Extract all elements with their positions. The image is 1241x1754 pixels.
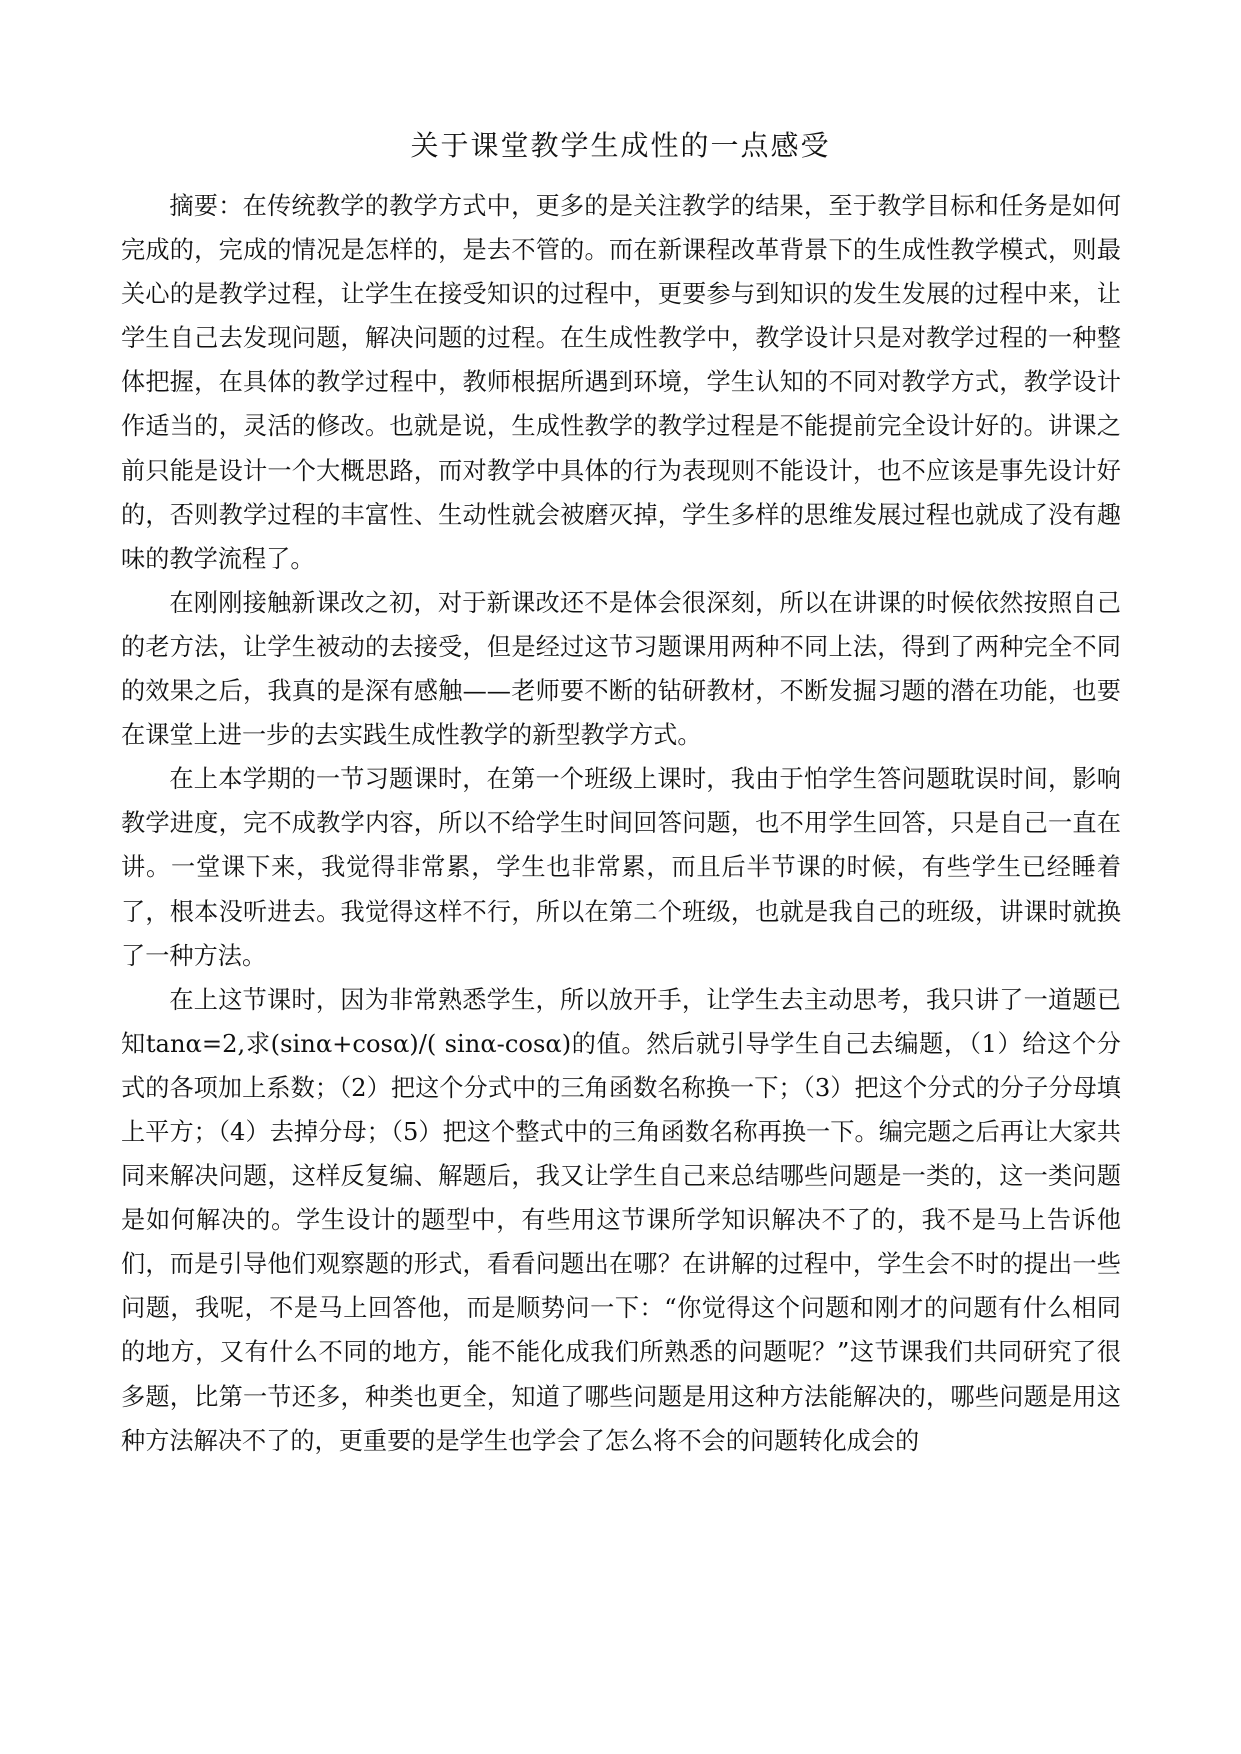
document-body: [121, 184, 1121, 1463]
paragraph-new-curriculum: 在刚刚接触新课改之初，对于新课改还不是体会很深刻，所以在讲课的时候依然按照自己的老方法，让学生被动的去接受，但是经过这节习题课用两种不同上法，得到了两种完全不同的效果之后，我真的是深有感触——老师要不断的钻研教材，不断发掘习题的潜在功能，也要在课堂上进一步的去实践生成性教学的新型教学方式。: [121, 588, 1121, 750]
document-title: 关于课堂教学生成性的一点感受: [410, 129, 831, 162]
paragraph-abstract: 摘要：在传统教学的教学方式中，更多的是关注教学的结果，至于教学目标和任务是如何完成的，完成的情况是怎样的，是去不管的。而在新课程改革背景下的生成性教学模式，则最关心的是教学过程，让学生在接受知识的过程中，更要参与到知识的发生发展的过程中来，让学生自己去发现问题，解决问题的过程。在生成性教学中，教学设计只是对教学过程的一种整体把握，在具体的教学过程中，教师根据所遇到环境，学生认知的不同对教学方式，教学设计作适当的，灵活的修改。也就是说，生成性教学的教学过程是不能提前完全设计好的。讲课之前只能是设计一个大概思路，而对教学中具体的行为表现则不能设计，也不应该是事先设计好的，否则教学过程的丰富性、生动性就会被磨灭掉，学生多样的思维发展过程也就成了没有趣味的教学流程了。: [121, 192, 1121, 573]
paragraph-second-class: 在上这节课时，因为非常熟悉学生，所以放开手，让学生去主动思考，我只讲了一道题已知tanα=2,求(sinα+cosα)/( sinα-cosα)的值。然后就引导学生自己去编题，（1）给这个分式的各项加上系数；（2）把这个分式中的三角函数名称换一下；（3）把这个分式的分子分母填上平方；（4）去掉分母；（5）把这个整式中的三角函数名称再换一下。编完题之后再让大家共同来解决问题，这样反复编、解题后，我又让学生自己来总结哪些问题是一类的，这一类问题是如何解决的。学生设计的题型中，有些用这节课所学知识解决不了的，我不是马上告诉他们，而是引导他们观察题的形式，看看问题出在哪？在讲解的过程中，学生会不时的提出一些问题，我呢，不是马上回答他，而是顺势问一下：“你觉得这个问题和刚才的问题有什么相同的地方，又有什么不同的地方，能不能化成我们所熟悉的问题呢？”这节课我们共同研究了很多题，比第一节还多，种类也更全，知道了哪些问题是用这种方法能解决的，哪些问题是用这种方法解决不了的，更重要的是学生也学会了怎么将不会的问题转化成会的: [121, 985, 1121, 1455]
paragraph-first-class: 在上本学期的一节习题课时，在第一个班级上课时，我由于怕学生答问题耽误时间，影响教学进度，完不成教学内容，所以不给学生时间回答问题，也不用学生回答，只是自己一直在讲。一堂课下来，我觉得非常累，学生也非常累，而且后半节课的时候，有些学生已经睡着了，根本没听进去。我觉得这样不行，所以在第二个班级，也就是我自己的班级，讲课时就换了一种方法。: [121, 765, 1121, 970]
